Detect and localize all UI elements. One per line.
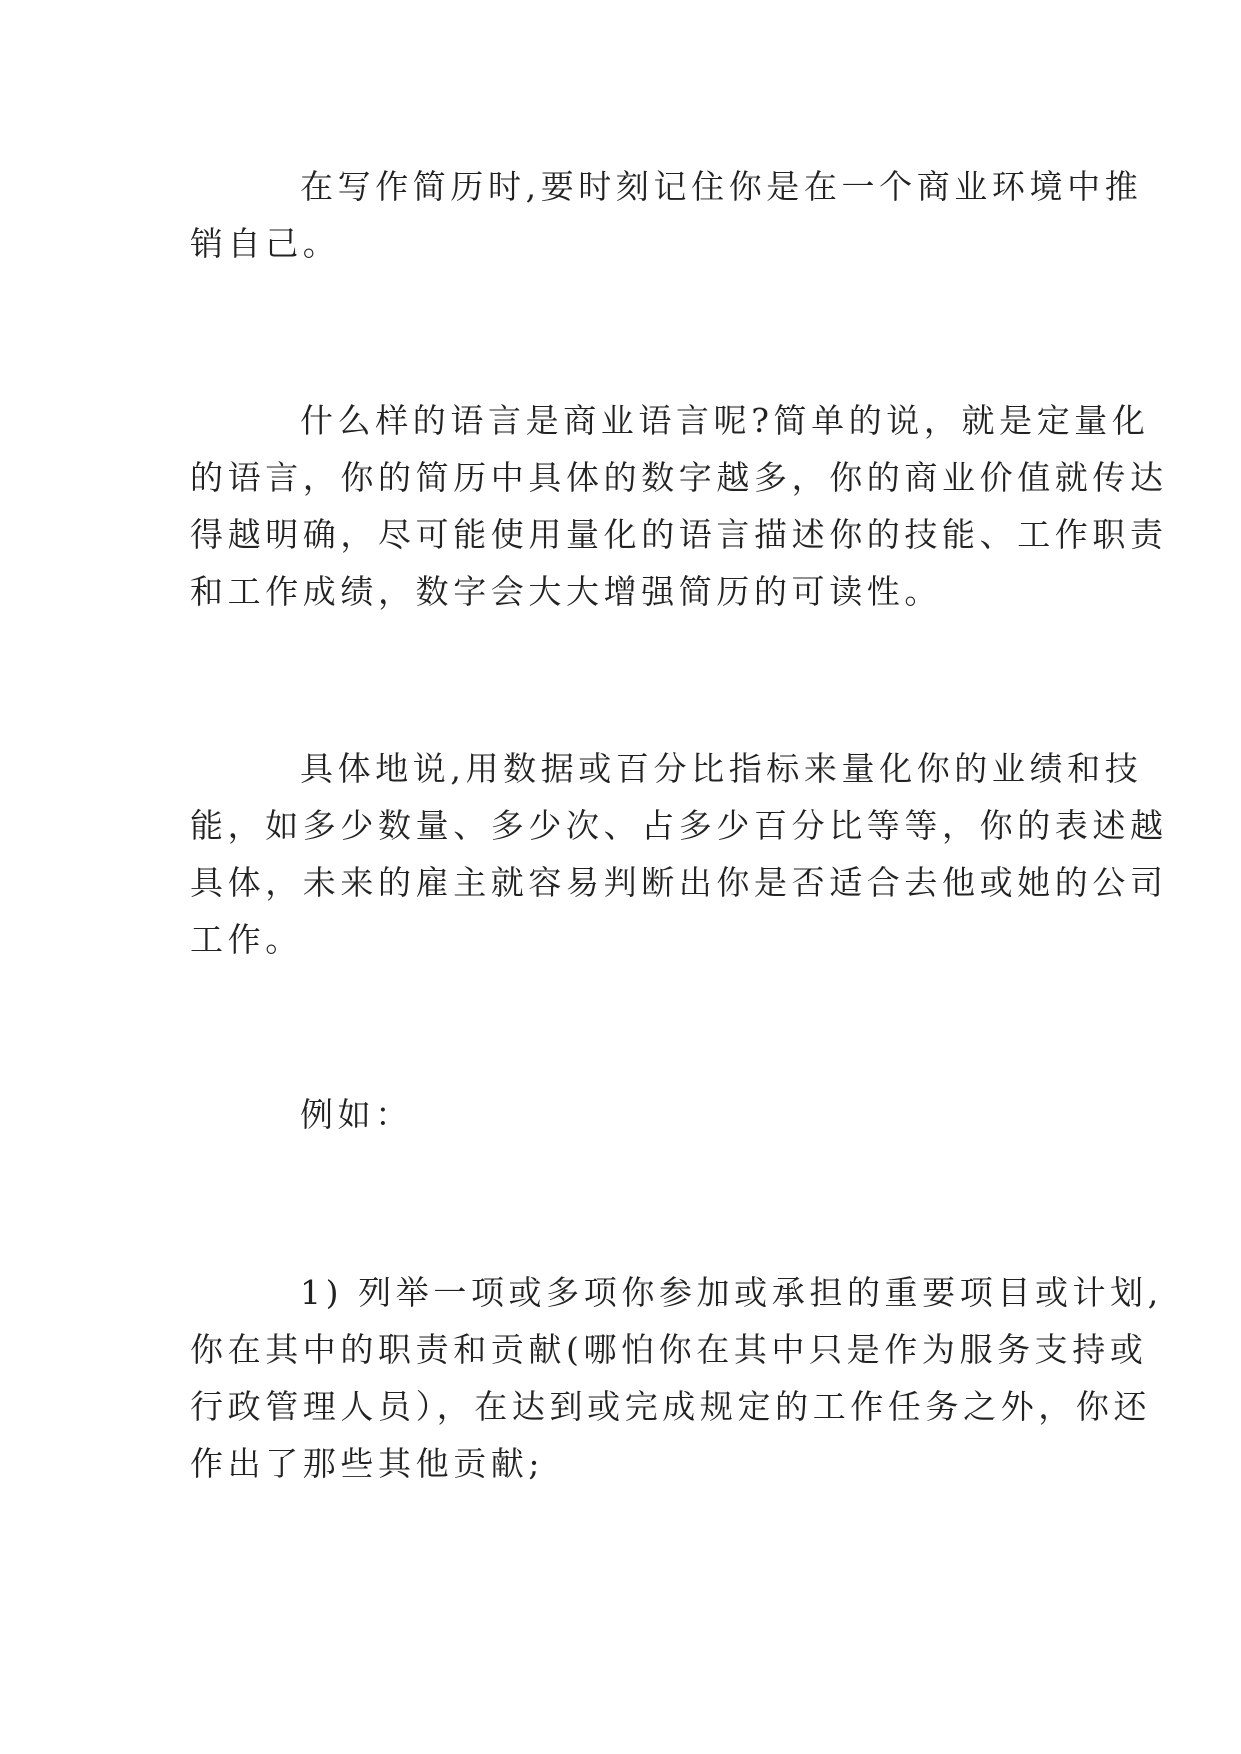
paragraph-list-item-1: [190, 1264, 1163, 1492]
text-line: 和工作成绩，数字会大大增强简历的可读性。: [190, 572, 942, 611]
text-line: 例如：: [300, 1095, 413, 1134]
text-line: 的语言，你的简历中具体的数字越多，你的商业价值就传达: [190, 458, 1168, 497]
text-line: 销自己。: [190, 224, 341, 263]
text-line: 具体地说,用数据或百分比指标来量化你的业绩和技: [300, 749, 1143, 788]
paragraph-quantify-achievements: [190, 740, 1168, 968]
text-line: 行政管理人员），在达到或完成规定的工作任务之外，你还: [190, 1387, 1152, 1426]
text-line: 具体，未来的雇主就容易判断出你是否适合去他或她的公司: [190, 863, 1168, 902]
text-line: 工作。: [190, 920, 303, 959]
text-line: 得越明确，尽可能使用量化的语言描述你的技能、工作职责: [190, 515, 1168, 554]
paragraph-business-environment: [190, 158, 1143, 272]
paragraph-business-language: [190, 392, 1168, 620]
text-line: 什么样的语言是商业语言呢?简单的说，就是定量化: [300, 401, 1150, 440]
text-line: 在写作简历时,要时刻记住你是在一个商业环境中推: [300, 167, 1143, 206]
text-line: 1) 列举一项或多项你参加或承担的重要项目或计划,: [300, 1273, 1163, 1312]
text-line: 作出了那些其他贡献;: [190, 1444, 545, 1483]
paragraph-for-example: [190, 1086, 1052, 1143]
text-line: 你在其中的职责和贡献(哪怕你在其中只是作为服务支持或: [190, 1330, 1148, 1369]
text-line: 能，如多少数量、多少次、占多少百分比等等，你的表述越: [190, 806, 1168, 845]
